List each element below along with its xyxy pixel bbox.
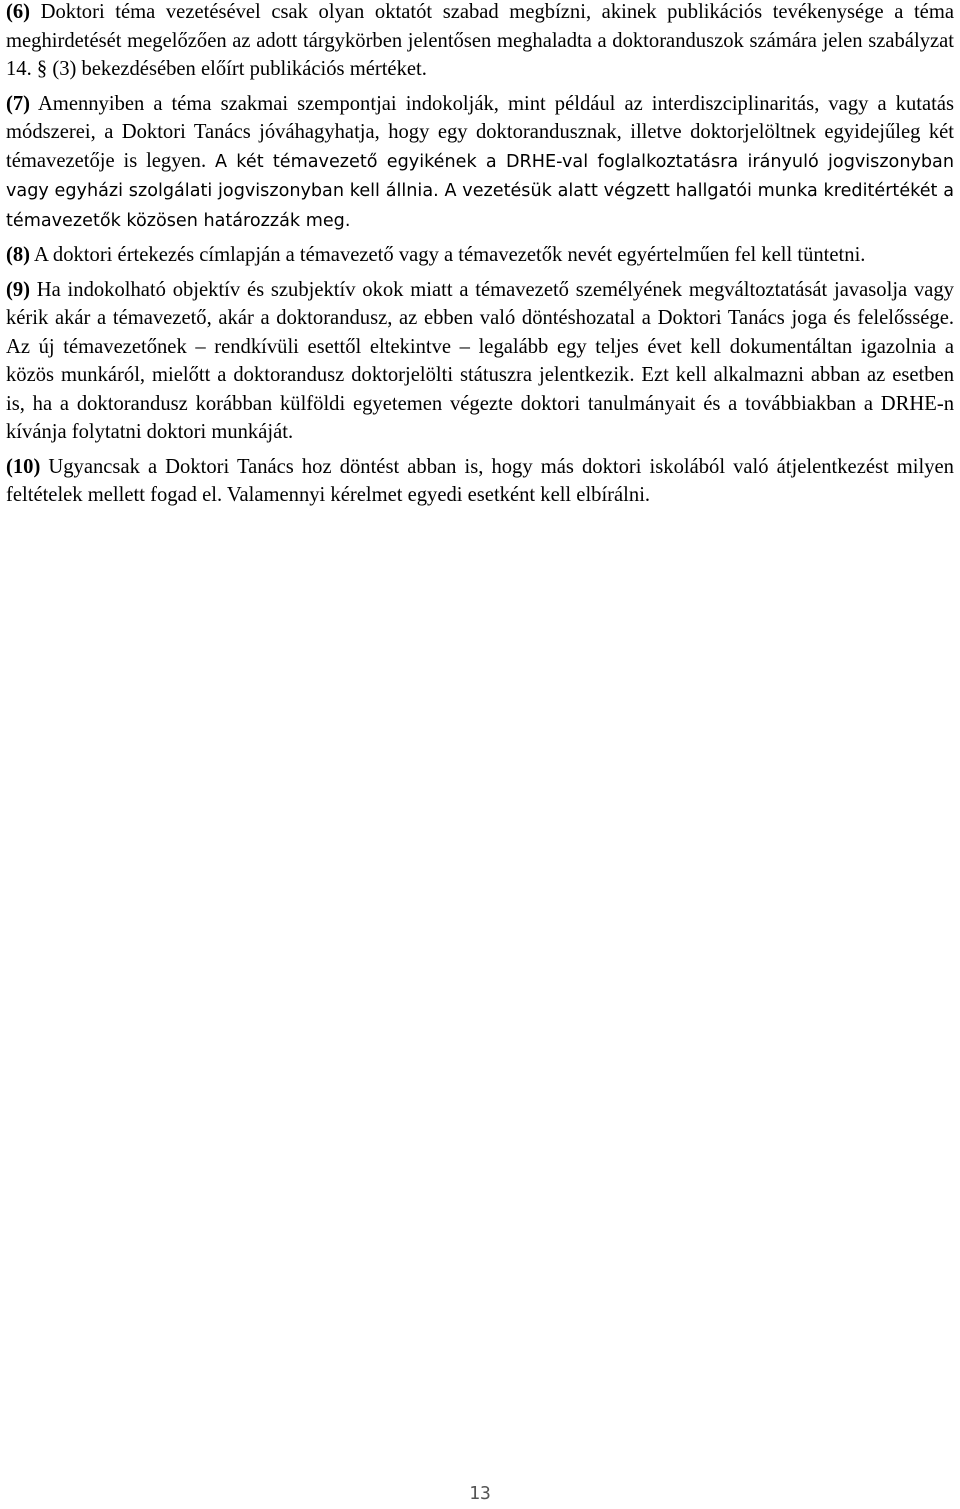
paragraph-10	[6, 453, 954, 510]
paragraph-number: (7)	[6, 92, 31, 115]
paragraph-8	[6, 241, 954, 270]
paragraph-text: Ugyancsak a Doktori Tanács hoz döntést abban is, hogy más doktori iskolából való átjelentkezést milyen feltételek mellett fogad el. Valamennyi kérelmet egyedi esetként kell elbírálni.	[6, 455, 954, 506]
document-page	[6, 0, 954, 516]
paragraph-number: (6)	[6, 1, 31, 23]
paragraph-9	[6, 276, 954, 447]
paragraph-number: (8)	[6, 244, 31, 266]
paragraph-number: (9)	[6, 278, 31, 301]
paragraph-text: A doktori értekezés címlapján a témavezető vagy a témavezetők nevét egyértelműen fel kell tüntetni.	[34, 244, 866, 266]
paragraph-number: (10)	[6, 455, 41, 478]
paragraph-6	[6, 0, 954, 84]
paragraph-text: Doktori téma vezetésével csak olyan oktatót szabad megbízni, akinek publikációs tevékenysége a téma meghirdetését megelőzően az adott tárgykörben jelentősen meghaladta a doktoranduszok számára jelen szabályzat 14. § (3) bekezdésében előírt publikációs mértéket.	[6, 1, 954, 80]
paragraph-text: Ha indokolható objektív és szubjektív okok miatt a témavezető személyének megváltoztatását javasolja vagy kérik akár a témavezető, akár a doktorandusz, az ebben való döntéshozatal a Doktori Tanács joga és felelőssége. Az új témavezetőnek – rendkívüli esettől eltekintve – legalább egy teljes évet kell dokumentáltan igazolnia a közös munkáról, mielőtt a doktorandusz doktorjelölti státuszra jelentkezik. Ezt kell alkalmazni abban az esetben is, ha a doktorandusz korábban külföldi egyetemen végezte doktori tanulmányait és a továbbiakban a DRHE-n kívánja folytatni doktori munkáját.	[6, 278, 954, 443]
paragraph-text-continued: A két témavezető egyikének a DRHE-val foglalkoztatásra irányuló jogviszonyban vagy egyházi szolgálati jogviszonyban kell állnia. A vezetésük alatt végzett hallgatói munka kreditértékét a témavezetők közösen határozzák meg.	[6, 151, 954, 231]
paragraph-7	[6, 90, 954, 236]
page-number: 13	[469, 1483, 491, 1504]
paragraph-text: Amennyiben a téma szakmai szempontjai indokolják, mint például az interdiszciplinaritás, vagy a kutatás módszerei, a Doktori Tanács jóváhagyhatja, hogy egy doktorandusznak, illetve doktorjelöltnek egyidejűleg két témavezetője is legyen.	[6, 92, 954, 172]
